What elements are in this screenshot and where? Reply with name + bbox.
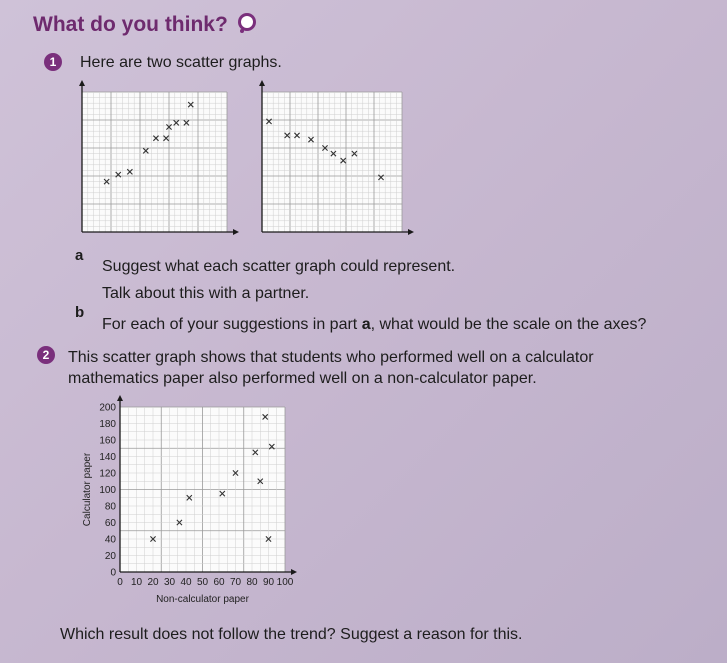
y-tick-label: 160 — [99, 435, 116, 447]
x-tick-label: 100 — [276, 577, 294, 588]
grid — [120, 407, 285, 572]
y-tick-label: 100 — [99, 485, 116, 496]
x-axis-arrow — [408, 229, 414, 235]
x-tick-label: 90 — [262, 577, 275, 588]
scatter-graph-2 — [250, 80, 430, 240]
x-axis-title: Non-calculator paper — [156, 594, 249, 605]
y-axis-arrow — [259, 80, 265, 86]
x-tick-label: 20 — [147, 577, 159, 588]
part-b-text-before: For each of your suggestions in part — [102, 316, 362, 333]
scatter-graph-1 — [70, 80, 250, 240]
y-tick-label: 140 — [99, 452, 116, 463]
x-tick-label: 30 — [163, 577, 176, 588]
y-axis-arrow — [79, 80, 85, 86]
y-tick-label: 120 — [99, 468, 116, 480]
title-text: What do you think? — [33, 13, 228, 36]
y-tick-label: 80 — [104, 501, 116, 513]
part-b-bold: a — [361, 316, 371, 333]
x-tick-label: 10 — [130, 577, 143, 588]
plot-area — [262, 92, 402, 232]
question-2-line-1: This scatter graph shows that students who performed well on a calculator — [68, 349, 594, 366]
y-tick-label: 0 — [110, 567, 116, 579]
y-tick-label: 180 — [99, 419, 116, 430]
x-tick-label: 80 — [246, 577, 258, 588]
y-tick-label: 60 — [104, 518, 116, 529]
part-b-text-after: , what would be the scale on the axes? — [370, 316, 647, 333]
y-tick-label: 200 — [99, 402, 116, 414]
part-b-text — [102, 314, 646, 335]
scatter-graph-3 — [50, 395, 310, 615]
part-a-text-2: Talk about this with a partner. — [102, 285, 310, 302]
question-2-line-2: mathematics paper also performed well on a non-calculator paper. — [68, 370, 537, 387]
part-b-letter: b — [75, 304, 85, 321]
x-axis-arrow — [233, 229, 239, 235]
x-tick-label: 50 — [196, 577, 209, 588]
x-tick-label: 0 — [117, 577, 123, 588]
thought-bubble-icon — [236, 12, 258, 34]
y-axis-arrow — [117, 395, 123, 401]
x-tick-label: 40 — [180, 577, 192, 588]
question-2-prompt: Which result does not follow the trend? Suggest a reason for this. — [60, 626, 523, 643]
question-1-text: Here are two scatter graphs. — [80, 54, 282, 71]
question-1-badge: 1 — [44, 53, 62, 71]
question-2-badge: 2 — [37, 346, 55, 364]
y-axis-title: Calculator paper — [82, 452, 93, 527]
page-title — [33, 12, 258, 37]
x-axis-arrow — [291, 569, 297, 575]
y-tick-label: 20 — [104, 551, 116, 562]
part-a-letter: a — [75, 247, 84, 264]
y-tick-label: 40 — [104, 534, 116, 546]
plot-area — [82, 92, 227, 232]
x-tick-label: 60 — [213, 577, 225, 588]
part-a-text-1: Suggest what each scatter graph could represent. — [102, 258, 456, 275]
x-tick-label: 70 — [229, 577, 242, 588]
